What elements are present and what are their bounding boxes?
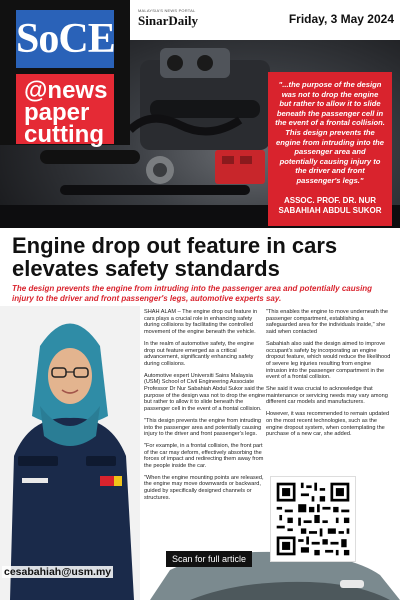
- top-banner: [0, 0, 400, 228]
- paragraph: Automotive expert Universiti Sains Malaysia (USM) School of Civil Engineering Associate Professor Dr Nur Sabahiah Abdul Sukor said the purpose of the design was not to drop the engine but rather to allow it to slide beneath the passenger cell in the event of a frontal collision.: [144, 372, 266, 413]
- newspaper-cutting-label: [16, 74, 114, 148]
- pull-quote-text: "...the purpose of the design was not to drop the engine but rather to allow it to slide beneath the passenger cell in the event of a frontal collision. This design prevents the engine from intruding into the passenger area and potentially causing injury to the driver and front passenger's legs.": [275, 80, 385, 185]
- paragraph: However, it was recommended to remain updated on the most recent technologies, such as the engine dropout system, when contemplating the purchase of a new car, she added.: [266, 411, 390, 438]
- paragraph: "This design prevents the engine from intruding into the passenger area and potentially causing injury to the driver and front passenger's legs.: [144, 417, 262, 438]
- paragraph: She said it was crucial to acknowledge that maintenance or servicing needs may vary among different car models and manufacturers.: [266, 386, 388, 406]
- article-deck: The design prevents the engine from intruding into the passenger area and potentially causing injury to the driver and front passenger's legs, automotive experts say.: [12, 284, 373, 303]
- paragraph: SHAH ALAM – The engine drop out feature in cars plays a crucial role in enhancing safety during collisions by facilitating the controlled movement of the engine beneath the vehicle.: [144, 309, 258, 336]
- news-line-3: cutting: [24, 121, 104, 148]
- article-column-2: [266, 309, 392, 443]
- soce-logo: SoCE: [16, 10, 114, 68]
- news-line-1: @news: [24, 77, 108, 104]
- publisher-tagline: MALAYSIA'S NEWS PORTAL: [138, 8, 196, 13]
- paragraph: "When the engine mounting points are released, the engine may move downwards or backward, guided by specifically designed channels or structures.: [144, 474, 264, 501]
- paragraph: "For example, in a frontal collision, the front part of the car may deform, effectively absorbing the forces of impact and redirecting them away from the people inside the car.: [144, 442, 264, 470]
- article-headline: Engine drop out feature in cars elevates safety standards: [12, 233, 338, 281]
- paragraph: In the realm of automotive safety, the engine drop out feature emerged as a critical advancement, significantly enhancing safety during collisions.: [144, 340, 254, 367]
- qr-code-icon: [274, 480, 352, 558]
- paragraph: "This enables the engine to move underneath the passenger compartment, establishing a safeguarded area for the individuals inside," she said when contacted: [266, 309, 389, 336]
- article-column-1: [144, 309, 266, 507]
- soce-brand-block: [0, 0, 130, 148]
- portrait-photo: [0, 306, 140, 600]
- contact-email[interactable]: cesabahiah@usm.my: [4, 566, 112, 578]
- paragraph: Sabahiah also said the design aimed to improve occupant's safety by incorporating an engine dropout feature, which would reduce the likelihood of severe leg injuries resulting from engine intrusion into the passenger compartment in the event of a frontal collision.: [266, 340, 391, 381]
- masthead: [130, 0, 400, 40]
- publisher-logo: SinarDaily: [138, 13, 198, 28]
- pull-quote-author: ASSOC. PROF. DR. NUR SABAHIAH ABDUL SUKOR: [278, 195, 382, 215]
- pull-quote: [268, 72, 392, 226]
- scan-for-full-article-label: Scan for full article: [166, 551, 252, 567]
- qr-code[interactable]: [270, 476, 356, 562]
- news-line-2: paper: [24, 99, 90, 126]
- publish-date: Friday, 3 May 2024: [288, 12, 394, 26]
